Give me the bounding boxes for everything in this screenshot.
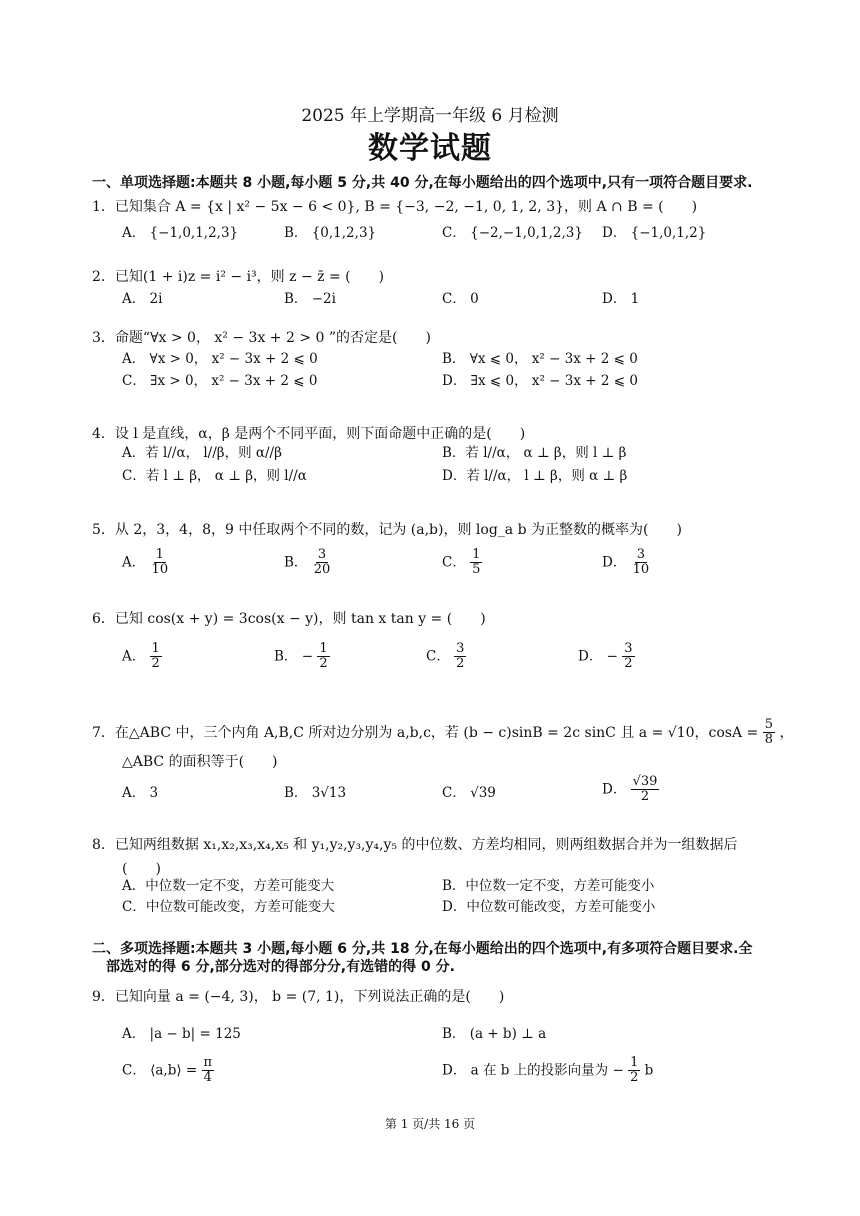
question-3-option-a: A． ∀x > 0， x² − 3x + 2 ⩽ 0 [122, 351, 318, 367]
question-8-option-d: D．中位数可能改变，方差可能变小 [442, 899, 656, 915]
question-6-option-c [426, 642, 466, 672]
fraction [202, 1056, 215, 1086]
denominator: 2 [624, 656, 633, 672]
option-suffix: b [644, 1062, 654, 1079]
question-4-option-a: A．若 l//α， l//β，则 α//β [122, 445, 282, 461]
question-7-stem-line2: △ABC 的面积等于( ) [122, 754, 278, 770]
question-2-option-c: C． 0 [442, 291, 479, 307]
option-label: D． [602, 554, 627, 571]
option-label: D． − [578, 648, 618, 665]
question-7-option-a: A． 3 [122, 785, 159, 801]
question-7-stem [92, 718, 793, 748]
question-2-option-d: D． 1 [602, 291, 640, 307]
fraction [763, 718, 775, 748]
question-3-option-c: C． ∃x > 0， x² − 3x + 2 ⩽ 0 [122, 373, 318, 389]
question-3-stem: 3．命题“∀x > 0， x² − 3x + 2 > 0 ”的否定是( ) [92, 330, 431, 346]
question-7-option-b: B． 3√13 [284, 785, 347, 801]
question-6-option-d [578, 642, 635, 672]
numerator: 1 [155, 547, 164, 562]
option-label: C． ⟨a,b⟩ = [122, 1062, 198, 1079]
question-4-option-c: C．若 l ⊥ β， α ⊥ β，则 l//α [122, 468, 307, 484]
option-label: B． [284, 554, 308, 571]
fraction [470, 548, 482, 578]
question-7-stem-text: 7．在△ABC 中，三个内角 A,B,C 所对边分别为 a,b,c，若 (b − c)sinB = 2c sinC 且 a = √10，cosA = [92, 724, 759, 741]
question-1-option-a: A． {−1,0,1,2,3} [122, 225, 239, 241]
numerator: 3 [317, 547, 327, 562]
question-6-option-b [274, 642, 330, 672]
question-8-option-c: C．中位数可能改变，方差可能变大 [122, 899, 335, 915]
question-2-stem: 2．已知(1 + i)z = i² − i³，则 z − z̄ = ( ) [92, 269, 385, 285]
question-4-stem: 4．设 l 是直线，α，β 是两个不同平面，则下面命题中正确的是( ) [92, 426, 526, 442]
question-9-option-d [442, 1056, 653, 1086]
question-5-option-a [122, 548, 170, 578]
fraction [317, 642, 329, 672]
option-label: D． [602, 781, 627, 798]
question-2-option-a: A． 2i [122, 291, 163, 307]
question-1-stem: 1．已知集合 A = {x | x² − 5x − 6 < 0}, B = {−3, −2, −1, 0, 1, 2, 3}，则 A ∩ B = ( ) [92, 199, 698, 215]
denominator: 10 [151, 562, 169, 578]
question-1-option-b: B． {0,1,2,3} [284, 225, 377, 241]
page-footer: 第 1 页/共 16 页 [384, 1117, 476, 1131]
denominator: 10 [632, 562, 650, 578]
denominator: 8 [764, 732, 773, 748]
question-5-option-d [602, 548, 651, 578]
question-7-option-d [602, 775, 659, 805]
fraction [454, 642, 466, 672]
denominator: 2 [151, 656, 160, 672]
numerator: 1 [630, 1055, 639, 1070]
numerator: 5 [764, 717, 773, 732]
question-2-option-b: B． −2i [284, 291, 336, 307]
question-3-option-b: B． ∀x ⩽ 0， x² − 3x + 2 ⩽ 0 [442, 351, 638, 367]
option-label: D． a 在 b 上的投影向量为 − [442, 1062, 624, 1079]
numerator: 1 [151, 641, 160, 656]
question-4-option-d: D．若 l//α， l ⊥ β，则 α ⊥ β [442, 468, 628, 484]
option-label: A． [122, 648, 146, 665]
question-7-option-c: C． √39 [442, 785, 496, 801]
option-label: B． − [274, 648, 314, 665]
question-8-stem-line2: ( ) [122, 861, 161, 877]
option-label: C． [442, 554, 466, 571]
exam-title: 数学试题 [368, 131, 492, 166]
denominator: 2 [640, 789, 650, 805]
question-9-option-c [122, 1056, 214, 1086]
fraction [312, 548, 333, 578]
denominator: 20 [313, 562, 331, 578]
question-5-stem: 5．从 2，3，4，8，9 中任取两个不同的数，记为 (a,b)，则 log_a b 为正整数的概率为( ) [92, 522, 682, 538]
numerator: 1 [319, 641, 328, 656]
question-9-stem: 9．已知向量 a = (−4, 3)， b = (7, 1)，下列说法正确的是( ) [92, 989, 505, 1005]
fraction [150, 642, 162, 672]
numerator: √39 [632, 774, 658, 789]
question-9-option-a: A． |a − b| = 125 [122, 1026, 241, 1042]
section-2-heading-line2: 部选对的得 6 分,部分选对的得部分分,有选错的得 0 分. [106, 959, 455, 975]
question-8-stem: 8．已知两组数据 x₁,x₂,x₃,x₄,x₅ 和 y₁,y₂,y₃,y₄,y₅ 的中位数、方差均相同，则两组数据合并为一组数据后 [92, 837, 738, 853]
fraction [631, 775, 660, 805]
option-label: C． [426, 648, 450, 665]
question-7-stem-end: ， [779, 724, 794, 741]
fraction [622, 642, 634, 672]
question-1-option-d: D． {−1,0,1,2} [602, 225, 707, 241]
denominator: 2 [319, 656, 328, 672]
numerator: 1 [472, 547, 481, 562]
numerator: 3 [624, 641, 633, 656]
numerator: 3 [456, 641, 465, 656]
numerator: 3 [636, 547, 646, 562]
question-5-option-b [284, 548, 332, 578]
question-8-option-b: B．中位数一定不变，方差可能变小 [442, 878, 655, 894]
question-9-option-b: B． (a + b) ⊥ a [442, 1026, 547, 1042]
section-2-heading: 二、多项选择题:本题共 3 小题,每小题 6 分,共 18 分,在每小题给出的四个选项中,有多项符合题目要求.全 [92, 941, 753, 957]
fraction [150, 548, 171, 578]
numerator: π [203, 1055, 213, 1070]
question-6-stem: 6．已知 cos(x + y) = 3cos(x − y)，则 tan x tan y = ( ) [92, 611, 486, 627]
fraction [631, 548, 652, 578]
denominator: 2 [630, 1070, 639, 1086]
question-4-option-b: B．若 l//α， α ⊥ β，则 l ⊥ β [442, 445, 627, 461]
denominator: 5 [472, 562, 481, 578]
question-8-option-a: A．中位数一定不变，方差可能变大 [122, 878, 335, 894]
question-3-option-d: D． ∃x ⩽ 0， x² − 3x + 2 ⩽ 0 [442, 373, 638, 389]
fraction [628, 1056, 640, 1086]
question-6-option-a [122, 642, 162, 672]
section-1-heading: 一、单项选择题:本题共 8 小题,每小题 5 分,共 40 分,在每小题给出的四个选项中,只有一项符合题目要求. [92, 175, 753, 191]
option-label: A． [122, 554, 146, 571]
denominator: 2 [456, 656, 465, 672]
question-5-option-c [442, 548, 482, 578]
denominator: 4 [203, 1070, 212, 1086]
exam-subtitle: 2025 年上学期高一年级 6 月检测 [301, 106, 559, 126]
question-1-option-c: C． {−2,−1,0,1,2,3} [442, 225, 583, 241]
